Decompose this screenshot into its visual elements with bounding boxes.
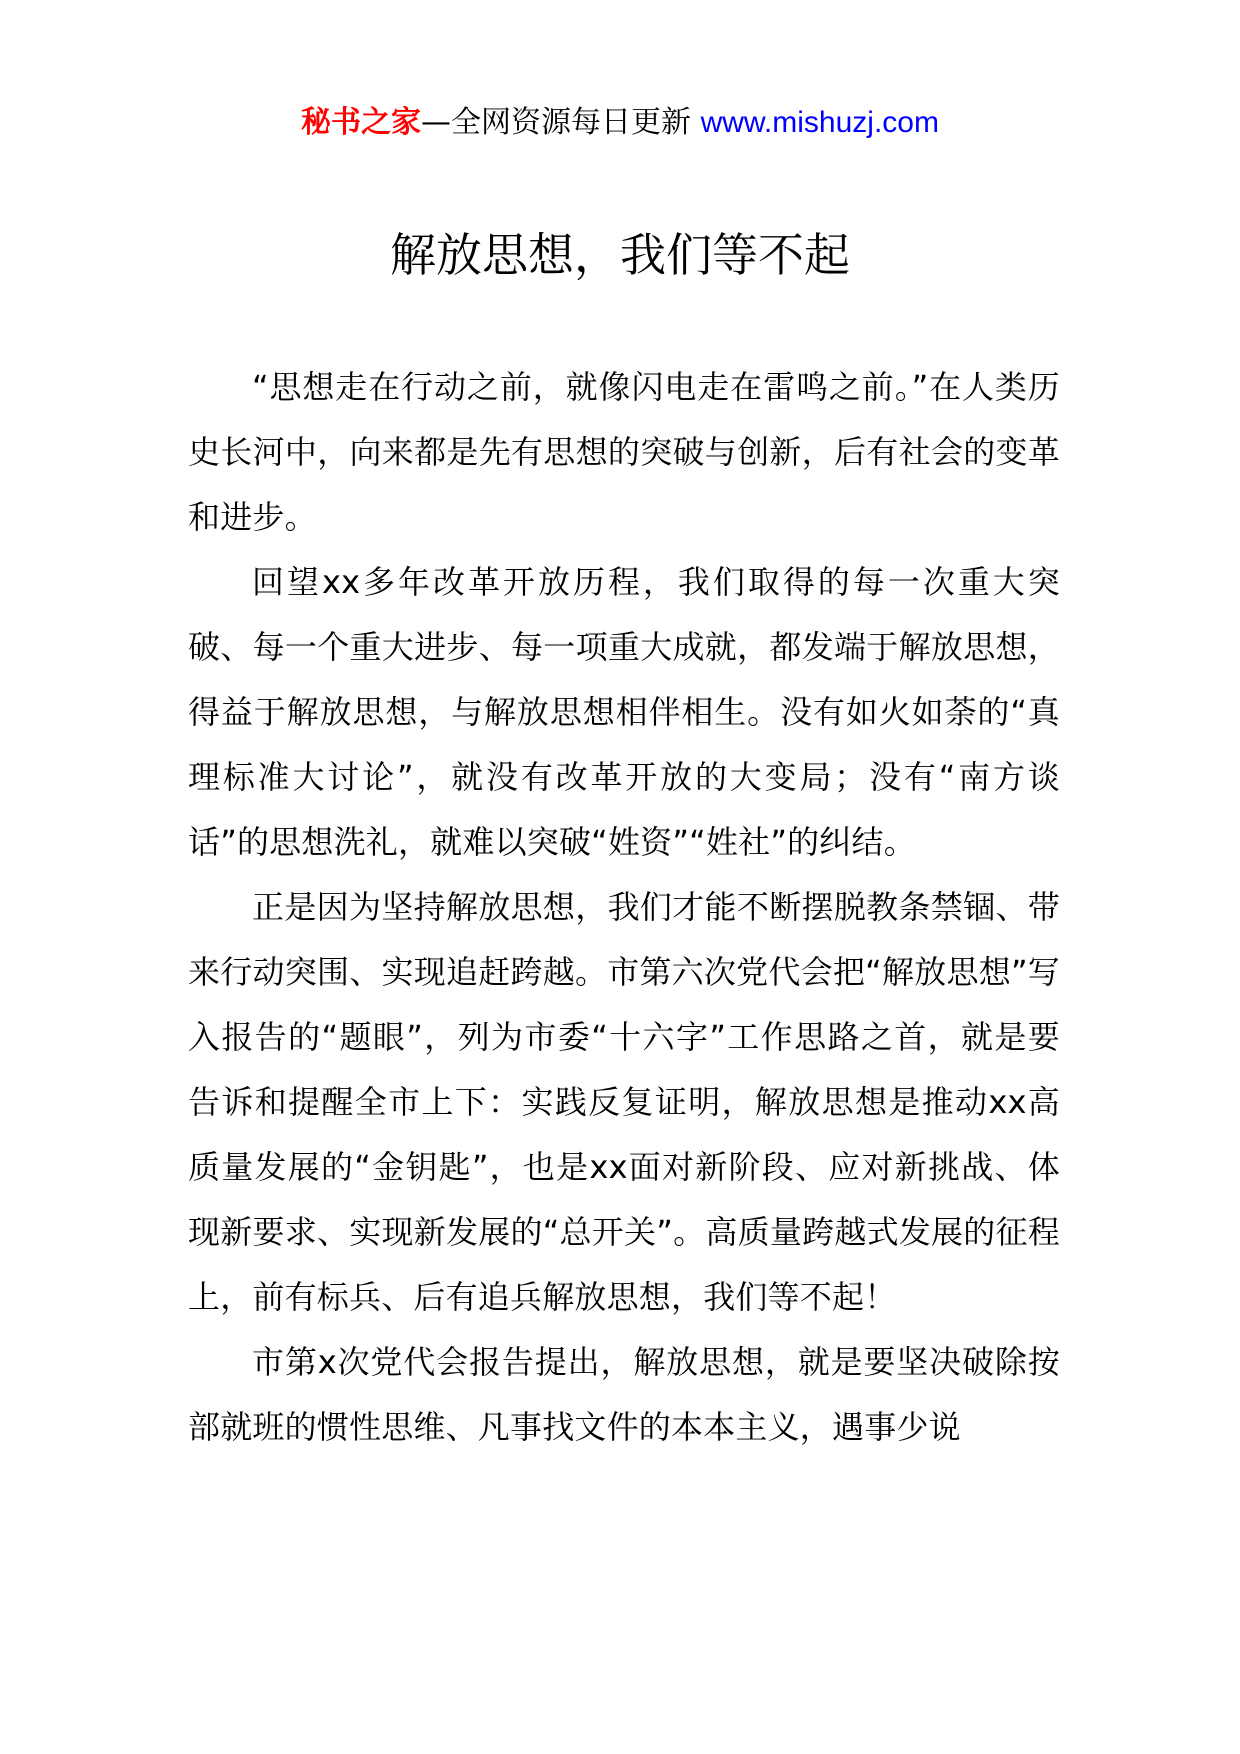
document-title: 解放思想，我们等不起 xyxy=(390,228,850,282)
site-tagline: —全网资源每日更新 xyxy=(421,105,692,140)
site-url-link[interactable]: www.mishuzj.com xyxy=(700,106,939,139)
site-header xyxy=(0,100,1240,146)
document-body xyxy=(188,355,1060,1460)
paragraph-4: 市第x次党代会报告提出，解放思想，就是要坚决破除按部就班的惯性思维、凡事找文件的本本主义，遇事少说 xyxy=(188,1343,1060,1446)
paragraph-1: “思想走在行动之前，就像闪电走在雷鸣之前。”在人类历史长河中，向来都是先有思想的突破与创新，后有社会的变革和进步。 xyxy=(188,368,1060,536)
paragraph-3: 正是因为坚持解放思想，我们才能不断摆脱教条禁锢、带来行动突围、实现追赶跨越。市第六次党代会把“解放思想”写入报告的“题眼”，列为市委“十六字”工作思路之首，就是要告诉和提醒全市上下：实践反复证明，解放思想是推动xx高质量发展的“金钥匙”，也是xx面对新阶段、应对新挑战、体现新要求、实现新发展的“总开关”。高质量跨越式发展的征程上，前有标兵、后有追兵解放思想，我们等不起！ xyxy=(188,888,1060,1316)
site-brand: 秘书之家 xyxy=(301,105,422,140)
paragraph-2: 回望xx多年改革开放历程，我们取得的每一次重大突破、每一个重大进步、每一项重大成就，都发端于解放思想，得益于解放思想，与解放思想相伴相生。没有如火如荼的“真理标准大讨论”，就没有改革开放的大变局；没有“南方谈话”的思想洗礼，就难以突破“姓资”“姓社”的纠结。 xyxy=(188,563,1060,861)
